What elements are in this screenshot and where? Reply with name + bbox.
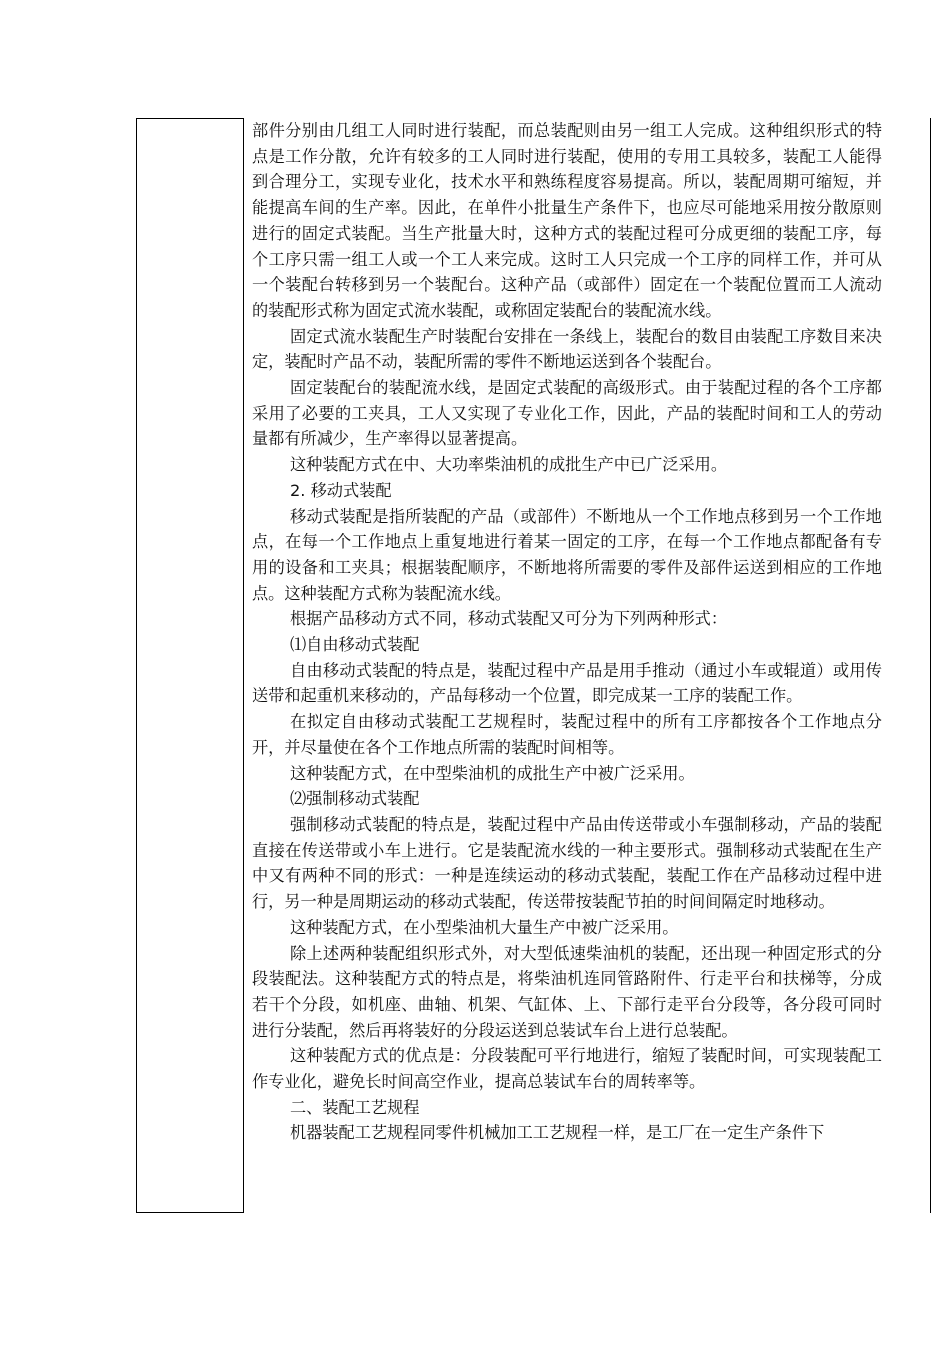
- paragraph: 这种装配方式，在小型柴油机大量生产中被广泛采用。: [290, 917, 679, 937]
- table-border-top-left: [136, 118, 244, 119]
- paragraph: 移动式装配是指所装配的产品（或部件）不断地从一个工作地点移到另一个工作地点，在每一个工作地点上重复地进行着某一固定的工序，在每一个工作地点都配备有专用的设备和工夹具；根据装配顺序，不断地将所需要的零件及部件运送到相应的工作地点。这种装配方式称为装配流水线。: [252, 506, 882, 603]
- table-border-left: [136, 118, 137, 1213]
- paragraph: 固定式流水装配生产时装配台安排在一条线上，装配台的数目由装配工序数目来决定，装配时产品不动，装配所需的零件不断地运送到各个装配台。: [252, 326, 882, 372]
- paragraph: 这种装配方式在中、大功率柴油机的成批生产中已广泛采用。: [290, 455, 728, 475]
- paragraph: 自由移动式装配的特点是，装配过程中产品是用手推动（通过小车或辊道）或用传送带和起重机来移动的，产品每移动一个位置，即完成某一工序的装配工作。: [252, 660, 882, 706]
- paragraph: 这种装配方式，在中型柴油机的成批生产中被广泛采用。: [290, 763, 695, 783]
- paragraph: 在拟定自由移动式装配工艺规程时，装配过程中的所有工序都按各个工作地点分开，并尽量使在各个工作地点所需的装配时间相等。: [252, 712, 882, 757]
- paragraph: 除上述两种装配组织形式外，对大型低速柴油机的装配，还出现一种固定形式的分段装配法。这种装配方式的特点是，将柴油机连同管路附件、行走平台和扶梯等，分成若干个分段，如机座、曲轴、机架、气缸体、上、下部行走平台分段等，各分段可同时进行分装配，然后再将装好的分段运送到总装试车台上进行总装配。: [252, 943, 882, 1040]
- section-heading: 二、装配工艺规程: [290, 1097, 420, 1117]
- table-border-right: [930, 118, 931, 1213]
- document-body: [252, 118, 882, 1146]
- paragraph: 部件分别由几组工人同时进行装配，而总装配则由另一组工人完成。这种组织形式的特点是工作分散，允许有较多的工人同时进行装配，使用的专用工具较多，装配工人能得到合理分工，实现专业化，技术水平和熟练程度容易提高。所以，装配周期可缩短，并能提高车间的生产率。因此，在单件小批量生产条件下，也应尽可能地采用按分散原则进行的固定式装配。当生产批量大时，这种方式的装配过程可分成更细的装配工序，每个工序只需一组工人或一个工人来完成。这时工人只完成一个工序的同样工作，并可从一个装配台转移到另一个装配台。这种产品（或部件）固定在一个装配位置而工人流动的装配形式称为固定式流水装配，或称固定装配台的装配流水线。: [252, 121, 882, 320]
- paragraph: 机器装配工艺规程同零件机械加工工艺规程一样，是工厂在一定生产条件下: [290, 1123, 825, 1143]
- paragraph: 根据产品移动方式不同，移动式装配又可分为下列两种形式：: [290, 609, 728, 629]
- table-border-bottom-left: [136, 1212, 244, 1213]
- table-column-divider: [243, 118, 244, 1213]
- subsection-heading: ⑵强制移动式装配: [290, 789, 420, 809]
- subsection-heading: ⑴自由移动式装配: [290, 635, 420, 655]
- paragraph: 固定装配台的装配流水线，是固定式装配的高级形式。由于装配过程的各个工序都采用了必要的工夹具，工人又实现了专业化工作，因此，产品的装配时间和工人的劳动量都有所减少，生产率得以显著提高。: [252, 378, 882, 449]
- paragraph: 强制移动式装配的特点是，装配过程中产品由传送带或小车强制移动，产品的装配直接在传送带或小车上进行。它是装配流水线的一种主要形式。强制移动式装配在生产中又有两种不同的形式：一种是连续运动的移动式装配，装配工作在产品移动过程中进行，另一种是周期运动的移动式装配，传送带按装配节拍的时间间隔定时地移动。: [252, 814, 882, 912]
- section-heading: 2. 移动式装配: [290, 480, 392, 500]
- paragraph: 这种装配方式的优点是：分段装配可平行地进行，缩短了装配时间，可实现装配工作专业化，避免长时间高空作业，提高总装试车台的周转率等。: [252, 1046, 882, 1092]
